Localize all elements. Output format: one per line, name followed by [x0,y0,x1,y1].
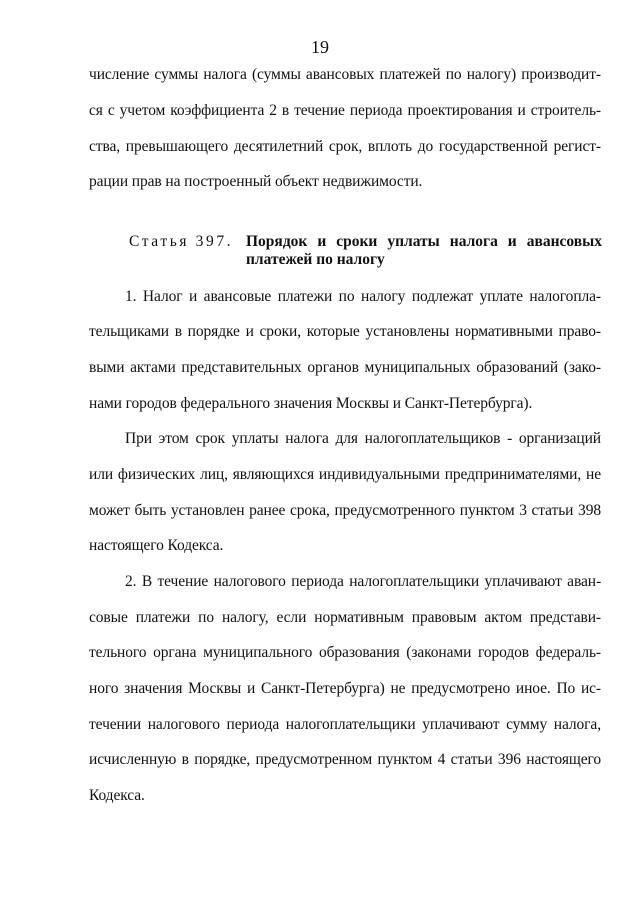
article-title-line: Порядок и сроки уплаты налога и авансовых [246,233,602,250]
text-line: ства, превышающего десятилетний срок, вплоть до государственной регист- [89,138,601,155]
page-number: 19 [311,37,329,57]
text-line: совые платежи по налогу, если нормативным правовым актом представи- [89,609,601,626]
text-line: Кодекса. [89,787,145,804]
text-line: При этом срок уплаты налога для налогоплательщиков - организаций [125,430,601,447]
text-line: тельного органа муниципального образования (законами городов федераль- [89,644,601,661]
article-label: Статья 397. [129,233,234,250]
text-line: 2. В течение налогового периода налогоплательщики уплачивают аван- [125,573,601,590]
text-line: 1. Налог и авансовые платежи по налогу подлежат уплате налогопла- [125,288,601,305]
text-line: рации прав на построенный объект недвижимости. [89,173,423,190]
text-line: может быть установлен ранее срока, предусмотренного пунктом 3 статьи 398 [89,502,601,519]
text-line: настоящего Кодекса. [89,537,224,554]
text-line: исчисленную в порядке, предусмотренном пунктом 4 статьи 396 настоящего [89,751,601,768]
text-line: или физических лиц, являющихся индивидуальными предпринимателями, не [89,466,601,483]
text-line: ного значения Москвы и Санкт-Петербурга) не предусмотрено иное. По ис- [89,680,601,697]
text-line: течении налогового периода налогоплательщики уплачивают сумму налога, [89,716,601,733]
text-line: нами городов федерального значения Москвы и Санкт-Петербурга). [89,395,533,412]
text-line: тельщиками в порядке и сроки, которые установлены нормативными право- [89,323,601,340]
text-line: числение суммы налога (суммы авансовых платежей по налогу) производит- [89,66,601,83]
text-line: ся с учетом коэффициента 2 в течение периода проектирования и строитель- [89,102,601,119]
article-title-line: платежей по налогу [246,251,385,268]
text-line: выми актами представительных органов муниципальных образований (зако- [89,359,601,376]
